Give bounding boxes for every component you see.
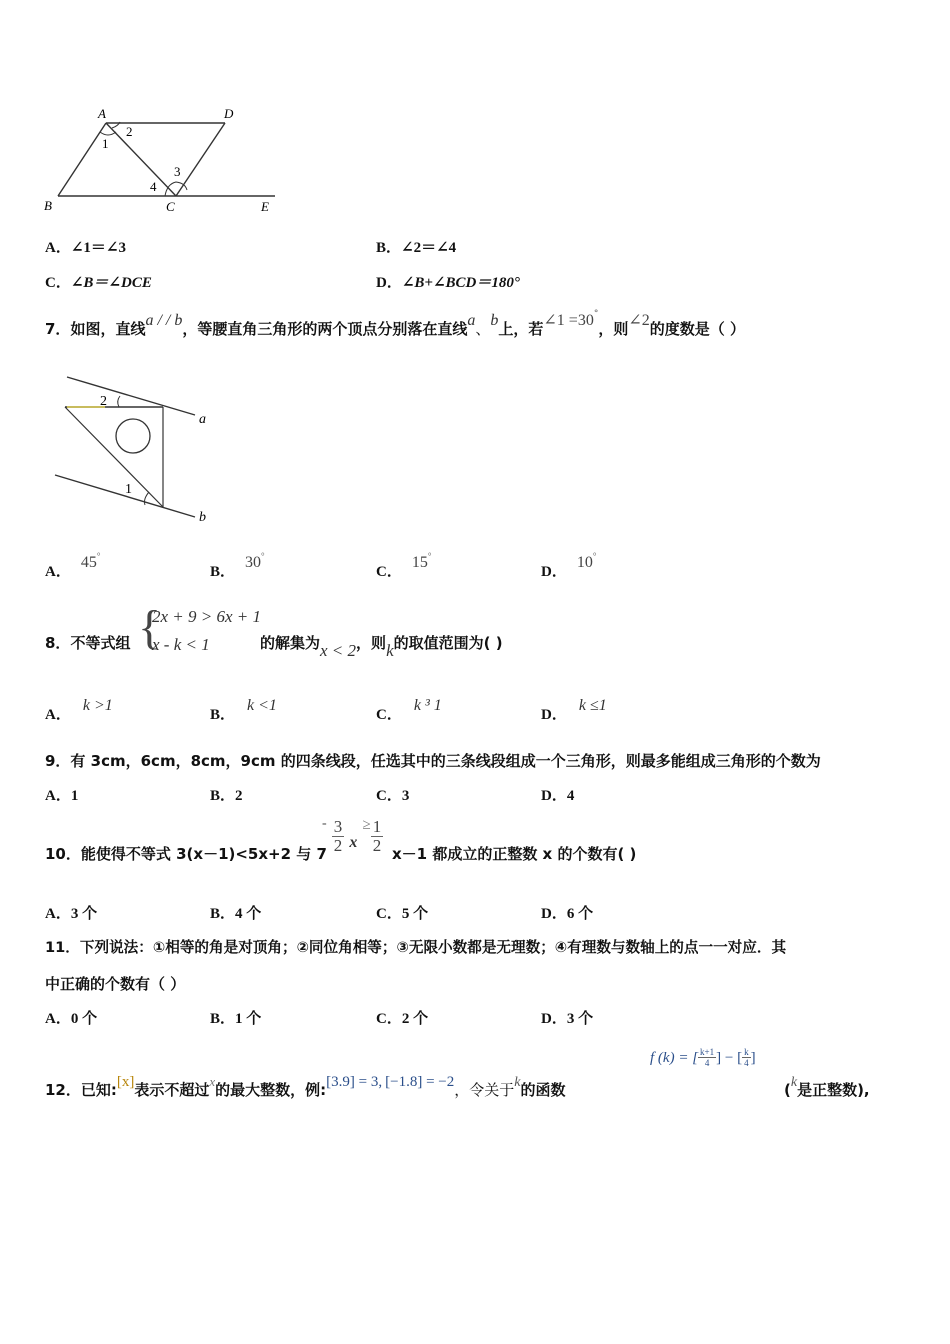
option-value: 15	[411, 554, 428, 571]
q10-stem-2: x－1 都成立的正整数 x 的个数有( )	[392, 845, 637, 863]
option-value: 1	[70, 788, 79, 804]
option-letter: B．	[210, 707, 236, 723]
stem-text: ，则	[356, 634, 387, 652]
label-E: E	[261, 199, 269, 214]
parallelogram-diagram	[40, 100, 290, 220]
option-letter: A．	[45, 707, 71, 723]
option-letter: D．	[376, 275, 402, 291]
q9-stem: 9．有 3cm，6cm，8cm，9cm 的四条线段，任选其中的三条线段组成一个三角形，则最多能组成三角形的个数为	[45, 752, 821, 770]
option-letter: D．	[541, 906, 567, 922]
option-value: 6 个	[566, 906, 594, 922]
question-number: 12．已知:	[45, 1081, 117, 1099]
option-letter: A．	[45, 788, 71, 804]
q6-option-d[interactable]	[376, 271, 520, 292]
q6-option-c[interactable]	[45, 271, 152, 292]
option-text: ∠B+∠BCD＝180°	[401, 275, 520, 291]
q9-option-b[interactable]	[210, 784, 243, 805]
option-value: 5 个	[401, 906, 429, 922]
denominator: 2	[372, 836, 382, 855]
numerator: k+1	[700, 1047, 715, 1057]
q6-option-b[interactable]	[376, 236, 456, 257]
q11-stem-line-1: 11．下列说法：①相等的角是对顶角；②同位角相等；③无限小数都是无理数；④有理数与数轴上的点一一对应．其	[45, 939, 787, 956]
math-x: x	[209, 1074, 216, 1089]
system-brace: {	[138, 601, 162, 654]
q8-option-a[interactable]	[45, 697, 113, 724]
option-letter: B．	[210, 788, 236, 804]
option-letter: C．	[376, 906, 402, 922]
paren: (	[784, 1081, 791, 1099]
option-text: ∠2＝∠4	[401, 240, 457, 256]
option-value: 45	[80, 554, 97, 571]
fraction-1-2	[371, 818, 384, 855]
q7-stem: 7．如图，直线a / / b，等腰直角三角形的两个顶点分别落在直线a、b上，若∠1 =30°，则∠2的度数是（ ）	[45, 309, 745, 338]
math-parallel: a / / b	[145, 312, 183, 329]
q11-option-b[interactable]	[210, 1007, 261, 1028]
q12-function-formula	[650, 1047, 756, 1068]
angle-2-label: 2	[126, 124, 133, 139]
option-value: 1 个	[235, 1011, 262, 1027]
q12-stem	[45, 1074, 566, 1100]
option-value: k ³ 1	[413, 697, 442, 714]
q11-option-a[interactable]	[45, 1007, 97, 1028]
formula-part: ]	[750, 1050, 756, 1066]
option-letter: D．	[541, 564, 567, 580]
question-number: 8．	[45, 634, 71, 652]
q11-option-d[interactable]	[541, 1007, 593, 1028]
stem-text: 是正整数),	[797, 1081, 870, 1099]
option-letter: B．	[210, 564, 236, 580]
q7-option-d[interactable]: D．10°	[541, 551, 597, 580]
option-value: 30	[245, 554, 262, 571]
q7-figure	[45, 365, 225, 530]
q8-option-d[interactable]	[541, 697, 607, 724]
option-letter: A．	[45, 1011, 71, 1027]
math-k: k	[514, 1075, 521, 1090]
option-letter: A．	[45, 564, 71, 580]
numerator: 3	[333, 817, 343, 836]
q10-option-d[interactable]	[541, 902, 593, 923]
stem-text: 的函数	[520, 1081, 566, 1099]
option-letter: A．	[45, 240, 71, 256]
q9-option-c[interactable]	[376, 784, 409, 805]
q8-option-c[interactable]	[376, 697, 442, 724]
math-minus: -	[322, 816, 327, 831]
stem-text: 的最大整数，例:	[215, 1081, 327, 1099]
option-letter: B．	[376, 240, 402, 256]
formula-part: ] − [	[716, 1050, 743, 1066]
angle-1-label: 1	[102, 136, 109, 151]
denominator: 4	[704, 1058, 710, 1068]
option-value: 3 个	[70, 906, 98, 922]
line-b-label: b	[199, 510, 206, 525]
q6-option-a[interactable]	[45, 236, 126, 257]
label-D: D	[224, 106, 234, 121]
inequality-system	[152, 603, 261, 659]
math-a: a	[467, 312, 476, 329]
option-value: 4	[566, 788, 575, 804]
formula-part: f (k) = [	[650, 1050, 699, 1066]
q11-stem-line-2: 中正确的个数有（ ）	[45, 975, 186, 993]
fraction-3-2	[332, 818, 345, 855]
option-text: ∠B＝∠DCE	[70, 275, 152, 291]
math-x: x	[349, 834, 358, 851]
q6-figure	[40, 100, 290, 220]
option-value: k <1	[247, 697, 277, 714]
option-text: ∠1＝∠3	[70, 240, 126, 256]
option-letter: D．	[541, 1011, 567, 1027]
stem-text: ，令关于	[454, 1081, 515, 1099]
q10-option-c[interactable]	[376, 902, 428, 923]
angle-3-label: 3	[174, 164, 181, 179]
option-letter: D．	[541, 707, 567, 723]
numerator: 1	[372, 817, 382, 836]
option-value: 2 个	[401, 1011, 429, 1027]
stem-text: ，则	[598, 320, 629, 338]
math-k: k	[386, 641, 394, 660]
question-number: 7．	[45, 320, 71, 338]
q11-option-c[interactable]	[376, 1007, 428, 1028]
option-value: 3	[401, 788, 410, 804]
denominator: 4	[744, 1058, 749, 1068]
stem-text: 上，若	[498, 320, 544, 338]
label-B: B	[44, 198, 52, 213]
denominator: 2	[333, 836, 343, 855]
math-k: k	[790, 1075, 798, 1090]
stem-text: 的解集为	[260, 634, 321, 652]
label-A: A	[98, 106, 106, 121]
q9-option-d[interactable]	[541, 784, 574, 805]
option-letter: C．	[376, 1011, 402, 1027]
q10-stem-1: 10．能使得不等式 3(x－1)<5x+2 与 7	[45, 845, 327, 863]
stem-text: 不等式组	[70, 634, 131, 652]
q10-math-expression	[322, 818, 383, 855]
q8-number-text	[45, 632, 130, 653]
angle-4-label: 4	[150, 179, 157, 194]
option-value: k >1	[82, 697, 113, 714]
q7-option-a[interactable]: A．45°	[45, 551, 101, 580]
q8-stem-rest	[260, 632, 503, 660]
option-value: 0 个	[70, 1011, 98, 1027]
stem-text: ，等腰直角三角形的两个顶点分别落在直线	[182, 320, 468, 338]
q8-option-b[interactable]	[210, 697, 277, 724]
stem-text: 的取值范围为( )	[393, 634, 503, 652]
numerator: k	[744, 1047, 749, 1057]
math-angle2: ∠2	[628, 312, 650, 329]
angle-1-label: 1	[125, 482, 132, 497]
option-letter: C．	[376, 788, 402, 804]
option-letter: B．	[210, 906, 236, 922]
option-letter: C．	[45, 275, 71, 291]
q10-option-a[interactable]	[45, 902, 97, 923]
stem-text: 表示不超过	[134, 1081, 210, 1099]
math-geq: ≥	[362, 817, 371, 833]
option-value: 4 个	[235, 906, 262, 922]
q12-stem-end	[784, 1075, 870, 1100]
option-value: 10	[576, 554, 593, 571]
line-a-label: a	[199, 412, 206, 427]
option-value: k ≤1	[578, 697, 607, 714]
stem-text: 如图，直线	[70, 320, 146, 338]
option-letter: C．	[376, 707, 402, 723]
option-letter: C．	[376, 564, 402, 580]
q7-option-c[interactable]: C．15°	[376, 551, 432, 580]
math-solution: x < 2	[320, 641, 357, 660]
math-floor-x: [x]	[116, 1074, 135, 1090]
option-letter: D．	[541, 788, 567, 804]
option-letter: B．	[210, 1011, 236, 1027]
math-angle1: ∠1 =30	[543, 312, 594, 329]
angle-2-label: 2	[100, 394, 107, 409]
option-value: 3 个	[566, 1011, 594, 1027]
q10-option-b[interactable]	[210, 902, 261, 923]
stem-text: 的度数是（ ）	[649, 320, 745, 338]
separator: 、	[475, 320, 491, 338]
option-value: 2	[235, 788, 243, 804]
label-C: C	[166, 199, 175, 214]
inequality-2: x - k < 1	[152, 635, 210, 654]
q9-option-a[interactable]	[45, 784, 78, 805]
inequality-1: 2x + 9 > 6x + 1	[152, 607, 262, 626]
math-b: b	[490, 312, 499, 329]
q7-option-b[interactable]: B．30°	[210, 551, 265, 580]
option-letter: A．	[45, 906, 71, 922]
triangle-parallel-lines-diagram	[45, 365, 225, 530]
example-floor-3-9: [3.9] = 3,	[326, 1074, 383, 1090]
example-floor-neg-1-8: [−1.8] = −2	[385, 1074, 455, 1090]
